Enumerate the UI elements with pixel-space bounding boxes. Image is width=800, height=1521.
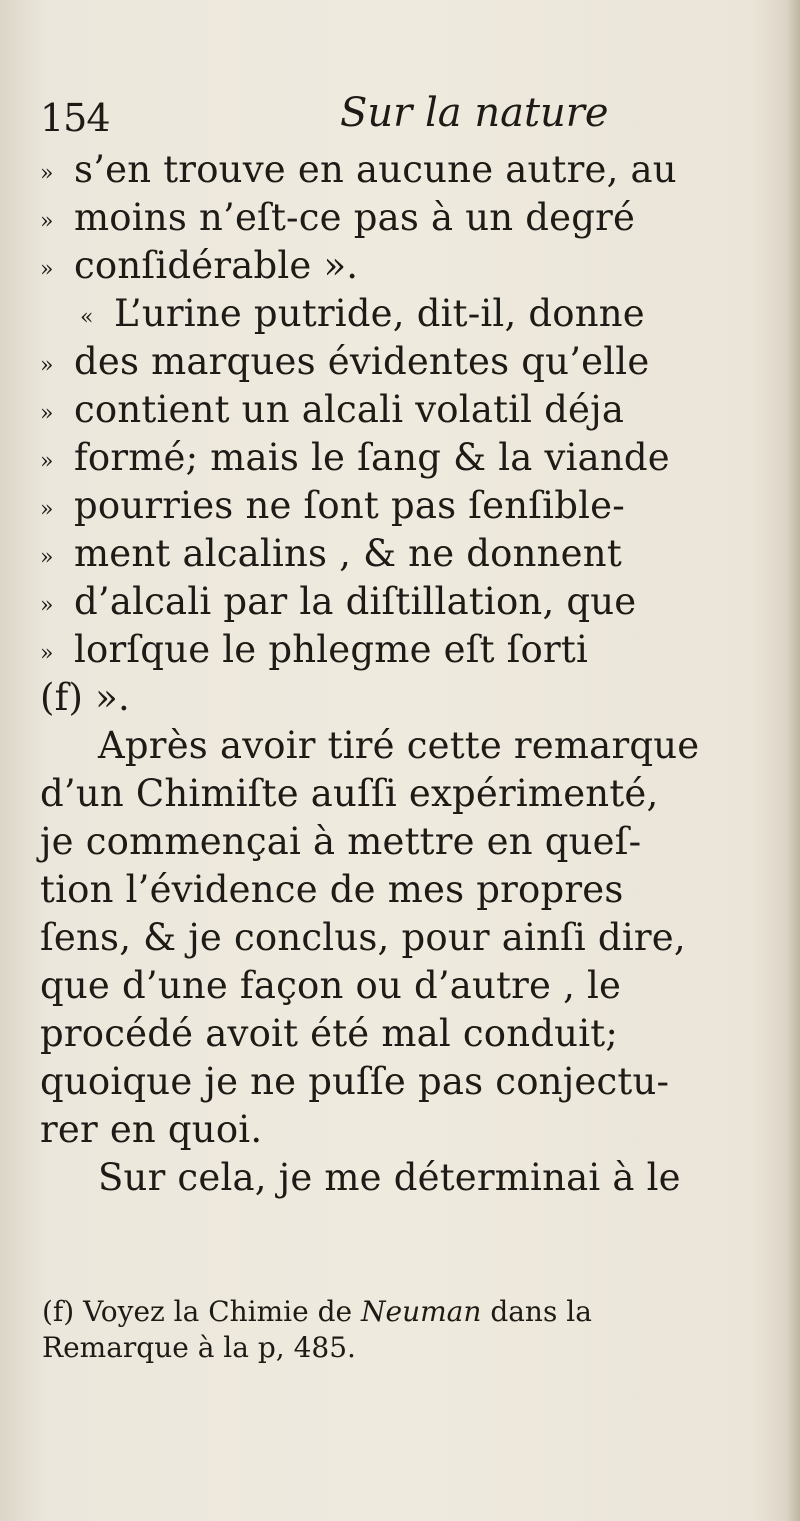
quote-mark: » xyxy=(40,161,54,186)
line-text: L’urine putride, dit-il, donne xyxy=(114,292,645,335)
text-line xyxy=(40,530,780,578)
quote-mark: » xyxy=(40,545,54,570)
footnote-marker: (f) xyxy=(42,1295,75,1328)
text-line xyxy=(40,386,780,434)
footnote-line: Remarque à la p, 485. xyxy=(42,1331,356,1364)
text-line xyxy=(40,1058,780,1106)
line-text: Sur cela, je me déterminai à le xyxy=(98,1156,681,1199)
text-line xyxy=(40,722,780,770)
line-text: d’alcali par la diſtillation, que xyxy=(74,580,637,623)
footnote-text: Voyez la Chimie de xyxy=(83,1295,353,1328)
text-line xyxy=(40,866,780,914)
line-text: ſens, & je conclus, pour ainſi dire, xyxy=(40,916,686,959)
quote-mark: « xyxy=(80,305,94,330)
text-line xyxy=(40,914,780,962)
page-header xyxy=(40,86,780,146)
text-line xyxy=(40,770,780,818)
line-text: que d’une façon ou d’autre , le xyxy=(40,964,622,1007)
quote-mark: » xyxy=(40,353,54,378)
text-line xyxy=(40,338,780,386)
line-text: tion l’évidence de mes propres xyxy=(40,868,624,911)
body-text xyxy=(40,146,780,1202)
quote-mark: » xyxy=(40,497,54,522)
text-line xyxy=(40,242,780,290)
line-text: quoique je ne puſſe pas conjectu- xyxy=(40,1060,670,1103)
line-text: Après avoir tiré cette remarque xyxy=(98,724,700,767)
line-text: formé; mais le ſang & la viande xyxy=(74,436,670,479)
quote-mark: » xyxy=(40,257,54,282)
text-line xyxy=(40,578,780,626)
line-text: d’un Chimiſte auſſi expérimenté, xyxy=(40,772,659,815)
line-text: conſidérable ». xyxy=(74,244,359,287)
line-text: procédé avoit été mal conduit; xyxy=(40,1012,618,1055)
text-line xyxy=(40,1154,780,1202)
text-line xyxy=(40,482,780,530)
text-line xyxy=(40,146,780,194)
line-text: ment alcalins , & ne donnent xyxy=(74,532,622,575)
text-line xyxy=(40,1010,780,1058)
line-text: rer en quoi. xyxy=(40,1108,263,1151)
quote-mark: » xyxy=(40,593,54,618)
line-text: s’en trouve en aucune autre, au xyxy=(74,148,677,191)
line-text: (f) ». xyxy=(40,676,130,719)
page-edge-shadow xyxy=(786,0,800,1521)
quote-mark: » xyxy=(40,449,54,474)
footnote-line xyxy=(42,1294,782,1330)
text-line xyxy=(40,290,780,338)
line-text: lorſque le phlegme eſt ſorti xyxy=(74,628,589,671)
quote-mark: » xyxy=(40,209,54,234)
footnote-author: Neuman xyxy=(361,1295,482,1328)
text-line xyxy=(40,194,780,242)
line-text: pourries ne ſont pas ſenſible- xyxy=(74,484,625,527)
running-title: Sur la nature xyxy=(340,90,609,136)
footnote-text: dans la xyxy=(490,1295,592,1328)
line-text: contient un alcali volatil déja xyxy=(74,388,625,431)
page-number: 154 xyxy=(40,96,110,140)
text-line xyxy=(40,434,780,482)
line-text: je commençai à mettre en queſ- xyxy=(40,820,642,863)
text-line xyxy=(40,626,780,674)
line-text: moins n’eſt-ce pas à un degré xyxy=(74,196,636,239)
line-text: des marques évidentes qu’elle xyxy=(74,340,650,383)
text-line xyxy=(40,674,780,722)
quote-mark: » xyxy=(40,641,54,666)
footnote xyxy=(42,1294,782,1366)
text-line xyxy=(40,1106,780,1154)
text-line xyxy=(40,962,780,1010)
quote-mark: » xyxy=(40,401,54,426)
text-line xyxy=(40,818,780,866)
